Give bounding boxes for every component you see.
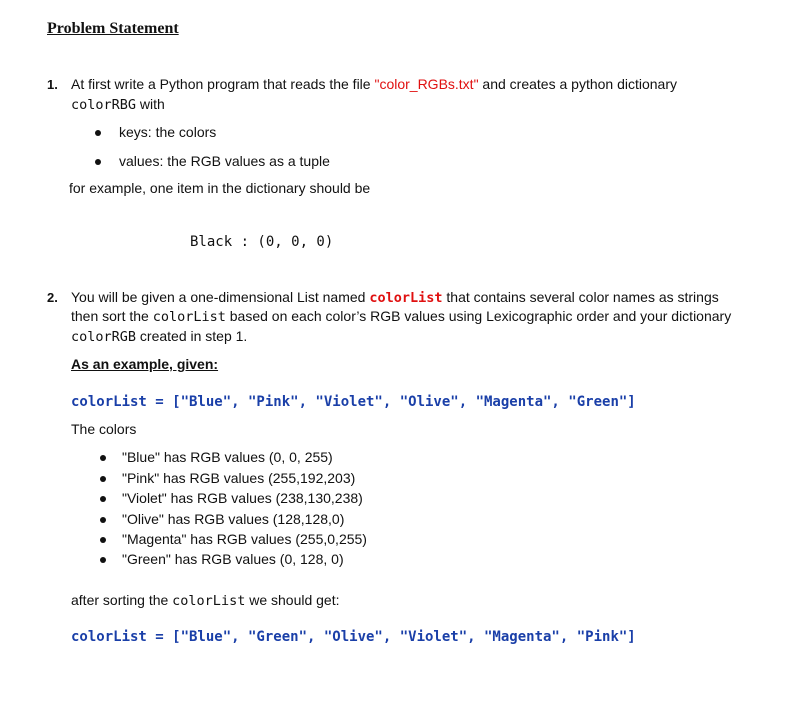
color-bullet-olive: "Olive" has RGB values (128,128,0)	[122, 511, 345, 527]
item2-line1-prefix: You will be given a one-dimensional List named	[71, 289, 370, 305]
item2-after-line	[71, 592, 340, 609]
item2-line2	[71, 308, 731, 325]
item2-line3-suffix: created in step 1.	[136, 328, 248, 344]
item1-filename: "color_RGBs.txt"	[374, 76, 479, 92]
item2-line1	[71, 289, 719, 306]
page-title: Problem Statement	[47, 20, 179, 37]
bullet-icon	[100, 517, 106, 523]
item1-bullet-values: values: the RGB values as a tuple	[119, 153, 330, 169]
item1-line1-prefix: At first write a Python program that reads the file	[71, 76, 375, 92]
item1-bullet-keys: keys: the colors	[119, 124, 217, 140]
item2-line3	[71, 328, 247, 345]
color-bullet-violet: "Violet" has RGB values (238,130,238)	[122, 490, 363, 506]
item2-example-heading: As an example, given:	[71, 356, 219, 372]
item2-line2-prefix: then sort the	[71, 308, 153, 324]
bullet-icon	[100, 537, 106, 543]
color-bullet-blue: "Blue" has RGB values (0, 0, 255)	[122, 449, 333, 465]
color-bullet-pink: "Pink" has RGB values (255,192,203)	[122, 470, 356, 486]
item1-line1-suffix: and creates a python dictionary	[478, 76, 678, 92]
item1-example-item: Black : (0, 0, 0)	[190, 234, 334, 250]
bullet-icon	[95, 159, 101, 165]
bullet-icon	[95, 130, 101, 136]
bullet-icon	[100, 557, 106, 563]
item2-colors-intro: The colors	[71, 421, 137, 437]
item1-example-intro: for example, one item in the dictionary should be	[69, 180, 371, 196]
item2-list-name: colorList	[369, 290, 443, 306]
item2-given-code: colorList = ["Blue", "Pink", "Violet", "Olive", "Magenta", "Green"]	[71, 394, 636, 410]
item2-line3-code: colorRGB	[71, 329, 137, 345]
item2-line2-code: colorList	[152, 309, 226, 325]
item2-after-prefix: after sorting the	[71, 592, 173, 608]
item1-number: 1.	[47, 77, 58, 92]
item1-line2-suffix: with	[136, 96, 165, 112]
item2-after-suffix: we should get:	[245, 592, 340, 608]
bullet-icon	[100, 476, 106, 482]
item1-line2	[71, 96, 165, 113]
item2-line2-suffix: based on each color’s RGB values using Lexicographic order and your dictionary	[225, 308, 732, 324]
item2-after-code: colorList	[172, 593, 246, 609]
item2-line1-suffix: that contains several color names as strings	[442, 289, 719, 305]
item2-result-code: colorList = ["Blue", "Green", "Olive", "Violet", "Magenta", "Pink"]	[71, 629, 636, 645]
bullet-icon	[100, 496, 106, 502]
bullet-icon	[100, 455, 106, 461]
color-bullet-magenta: "Magenta" has RGB values (255,0,255)	[122, 531, 367, 547]
color-bullet-green: "Green" has RGB values (0, 128, 0)	[122, 551, 344, 567]
item2-number: 2.	[47, 290, 58, 305]
item1-line1	[71, 76, 677, 92]
item1-dict-name: colorRBG	[71, 97, 137, 113]
